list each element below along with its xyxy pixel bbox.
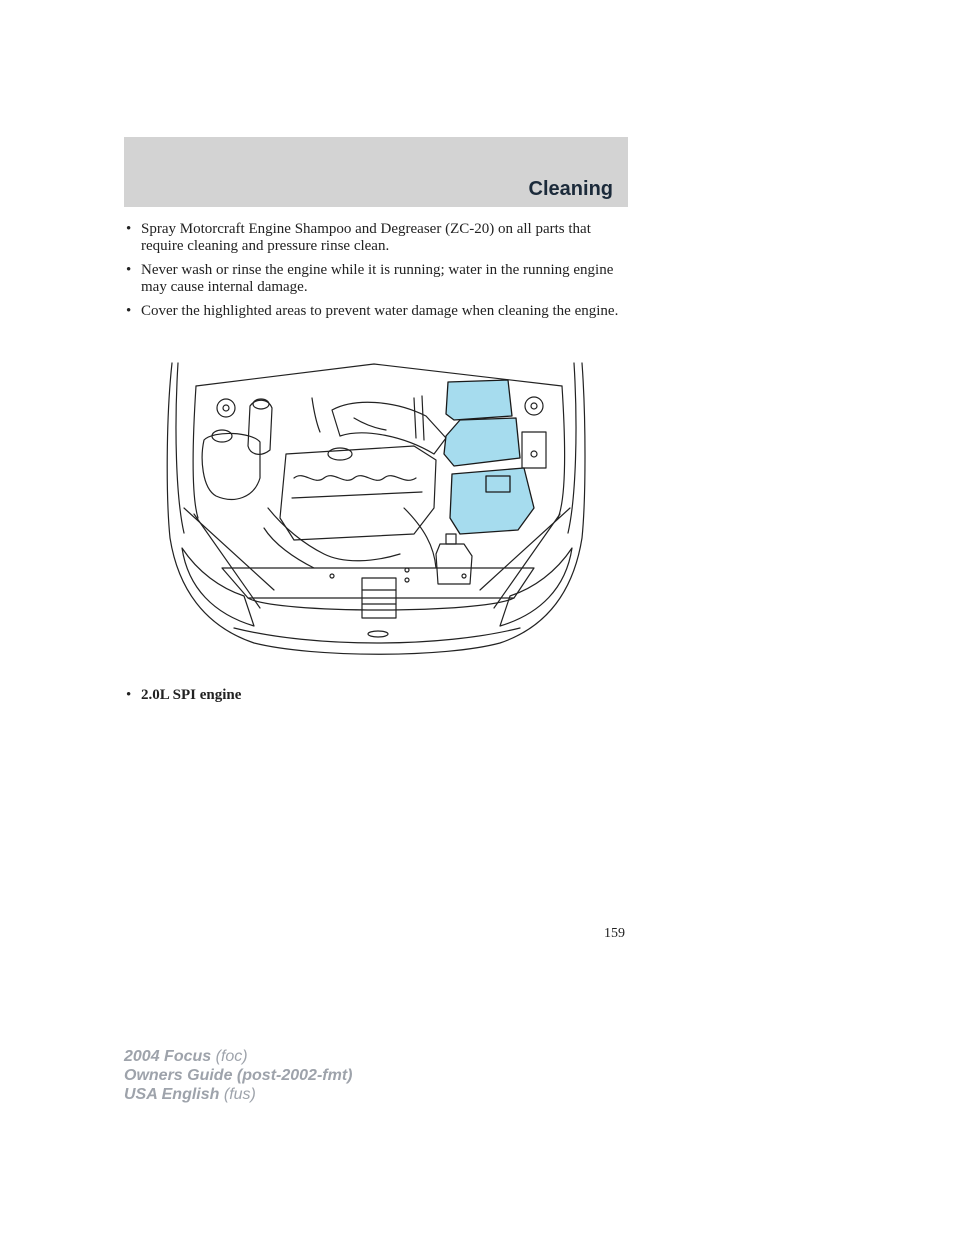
highlight-air-intake (446, 380, 512, 420)
bullet-icon: • (126, 303, 132, 319)
footer-line-3 (124, 1085, 352, 1104)
footer-language: USA English (124, 1086, 220, 1103)
engine-compartment-illustration (164, 358, 590, 664)
list-item (124, 262, 628, 296)
intake-hose (332, 402, 446, 454)
list-item-text: Spray Motorcraft Engine Shampoo and Degreaser (ZC-20) on all parts that require cleaning and pressure rinse clean. (141, 221, 591, 254)
section-header-band (124, 137, 628, 207)
highlight-air-filter-box (444, 418, 520, 466)
footer-guide-type: Owners Guide (post-2002-fmt) (124, 1067, 353, 1084)
instruction-list (124, 221, 628, 327)
strut-tower-left (217, 399, 235, 417)
footer-model-code: (foc) (215, 1048, 248, 1065)
document-footer (124, 1047, 352, 1104)
bullet-icon: • (126, 221, 132, 237)
headlamp-right (500, 548, 572, 626)
front-bumper (234, 628, 520, 643)
footer-language-code: (fus) (223, 1086, 256, 1103)
bullet-icon: • (126, 262, 132, 278)
washer-fluid-bottle (436, 544, 472, 584)
figure-caption (124, 687, 241, 704)
highlighted-areas (444, 380, 534, 534)
section-title: Cleaning (528, 178, 613, 200)
coolant-reservoir (202, 433, 260, 499)
strut-tower-right (525, 397, 543, 415)
list-item-text: Cover the highlighted areas to prevent water damage when cleaning the engine. (141, 303, 619, 319)
relay-box (522, 432, 546, 468)
footer-line-1 (124, 1047, 352, 1066)
highlight-module-label (486, 476, 510, 492)
list-item-text: Never wash or rinse the engine while it is running; water in the running engine may cause internal damage. (141, 262, 614, 295)
headlamp-left (182, 548, 254, 626)
footer-model: 2004 Focus (124, 1048, 212, 1065)
page-number: 159 (604, 926, 625, 941)
list-item (124, 221, 628, 255)
footer-line-2 (124, 1066, 352, 1085)
bullet-icon: • (126, 687, 132, 703)
figure-caption-text: 2.0L SPI engine (141, 687, 242, 703)
list-item (124, 303, 628, 320)
